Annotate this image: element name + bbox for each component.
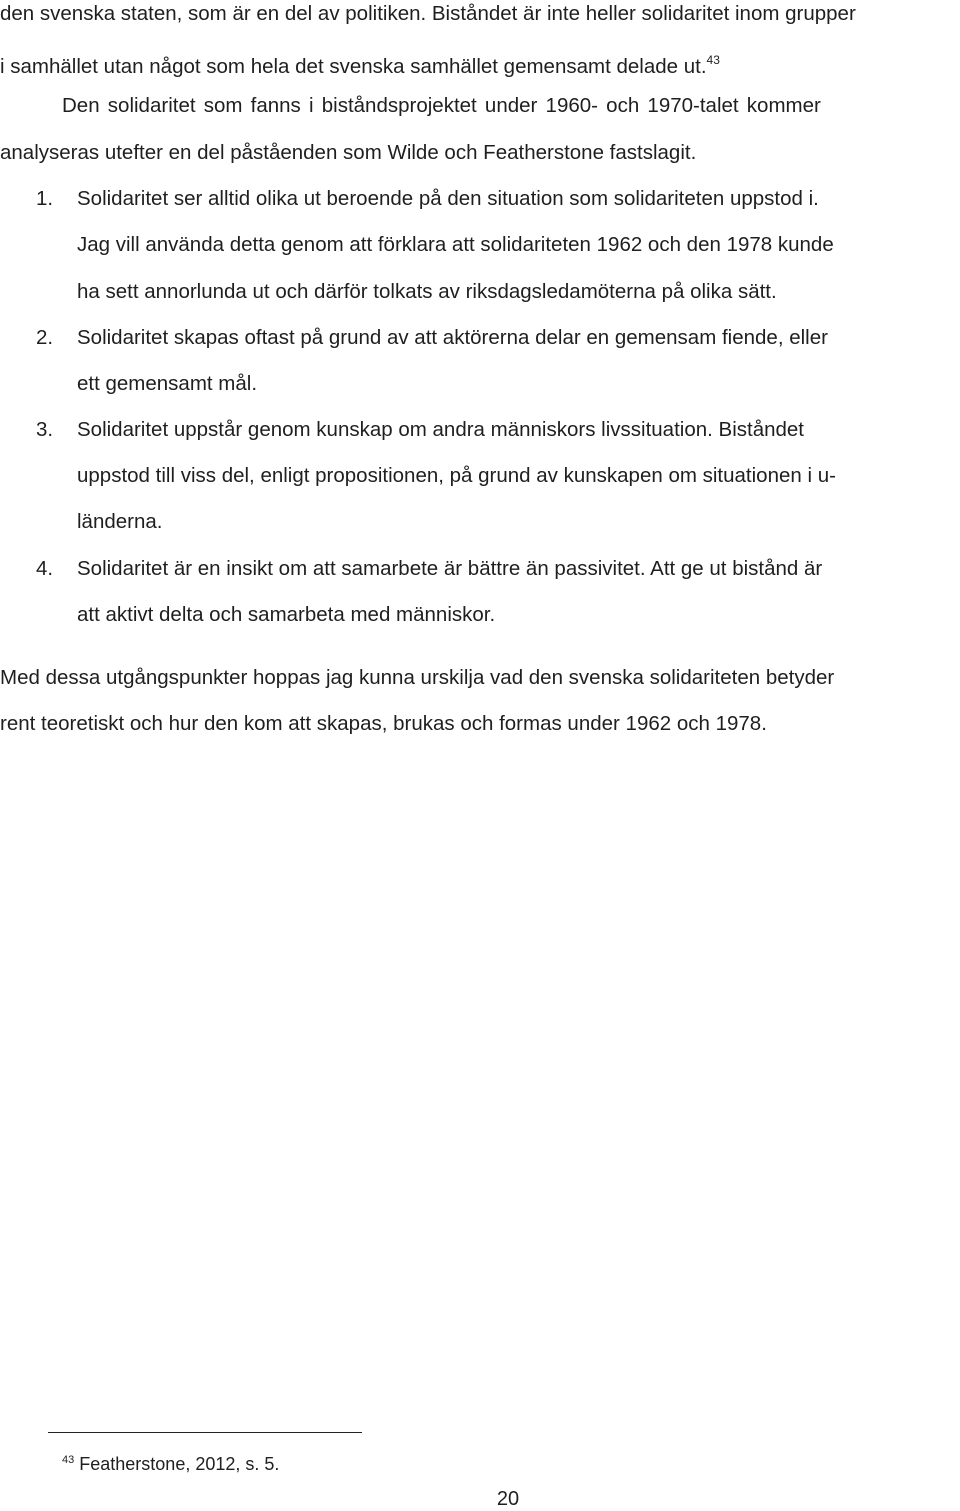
list-line: ha sett annorlunda ut och därför tolkats av riksdagsledamöterna på olika sätt. (77, 280, 777, 303)
page-number: 20 (496, 1488, 520, 1510)
footnote-ref[interactable]: 43 (706, 53, 720, 67)
footnote-number: 43 (62, 1454, 75, 1466)
body-line: den svenska staten, som är en del av politiken. Biståndet är inte heller solidaritet inom grupper (0, 2, 856, 25)
body-line: Med dessa utgångspunkter hoppas jag kunna urskilja vad den svenska solidariteten betyder (0, 666, 835, 689)
list-line: ett gemensamt mål. (77, 372, 258, 395)
list-line: Solidaritet uppstår genom kunskap om andra människors livssituation. Biståndet (77, 418, 804, 441)
footnote-text: Featherstone, 2012, s. 5. (79, 1454, 280, 1474)
list-number: 1. (36, 187, 54, 210)
body-line: analyseras utefter en del påståenden som Wilde och Featherstone fastslagit. (0, 141, 697, 164)
list-number: 2. (36, 326, 54, 349)
list-line: Solidaritet ser alltid olika ut beroende på den situation som solidariteten uppstod i. (77, 187, 819, 210)
list-line: Jag vill använda detta genom att förklara att solidariteten 1962 och den 1978 kunde (77, 233, 834, 256)
list-line: uppstod till viss del, enligt propositionen, på grund av kunskapen om situationen i u- (77, 464, 836, 487)
body-line-text: i samhället utan något som hela det svenska samhället gemensamt delade ut. (0, 55, 707, 78)
list-line: Solidaritet är en insikt om att samarbete är bättre än passivitet. Att ge ut bistånd är (77, 557, 823, 580)
list-line: att aktivt delta och samarbeta med människor. (77, 603, 496, 626)
list-line: Solidaritet skapas oftast på grund av att aktörerna delar en gemensam fiende, eller (77, 326, 828, 349)
list-number: 4. (36, 557, 54, 580)
body-line: Den solidaritet som fanns i biståndsprojektet under 1960- och 1970-talet kommer (62, 94, 821, 117)
footnote-separator (48, 1432, 362, 1433)
footnote (62, 1448, 279, 1476)
list-number: 3. (36, 418, 54, 441)
body-line: rent teoretiskt och hur den kom att skapas, brukas och formas under 1962 och 1978. (0, 712, 767, 735)
body-line (0, 46, 720, 81)
list-line: länderna. (77, 510, 163, 533)
